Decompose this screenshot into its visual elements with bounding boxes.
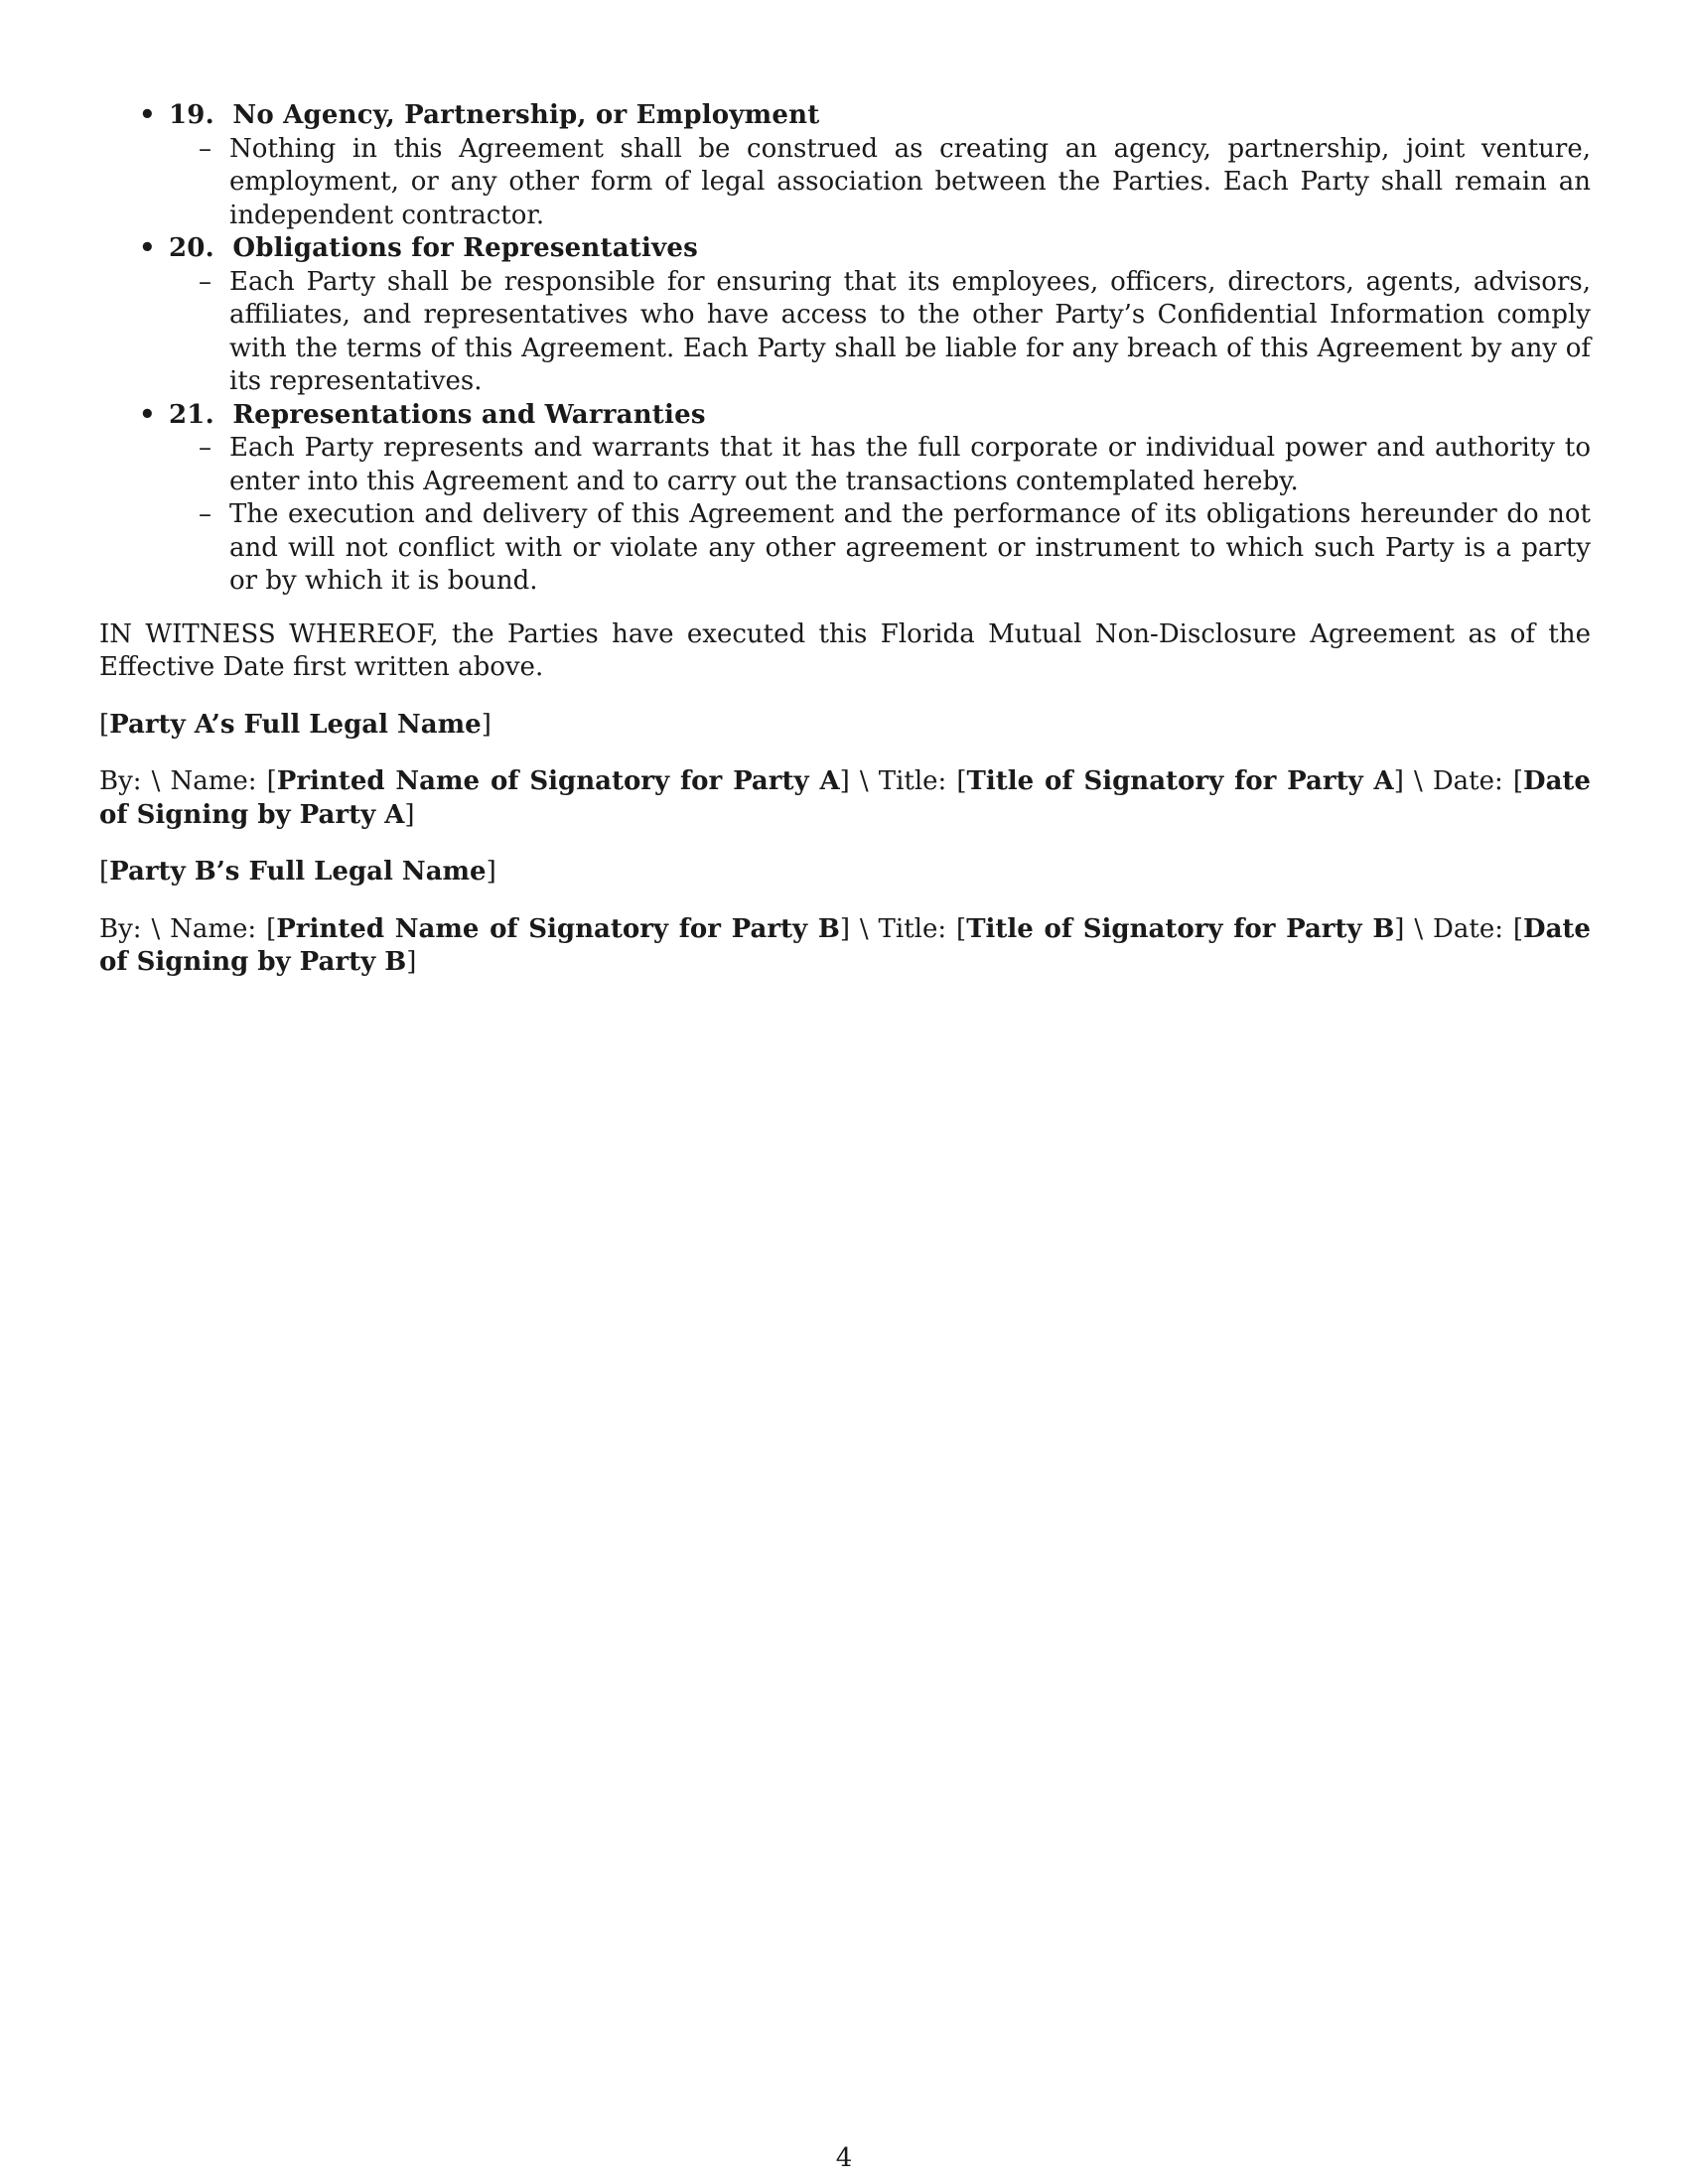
sub-list — [169, 432, 1591, 599]
list-item-text: Each Party shall be responsible for ensuring that its employees, officers, directors, agents, advisors, affiliates, and representatives who have access to the other Party’s Confidential Information comply with the terms of this Agreement. Each Party shall be liable for any breach of this Agreement by any of its representatives. — [229, 266, 1591, 396]
party-b-date: Date of Signing by Party B — [99, 913, 1591, 977]
party-b-signature-block: By: \ Name: [Printed Name of Signatory for Party B] \ Title: [Title of Signatory for Party B] \ Date: [Date of Signing by Party B] — [99, 913, 1591, 977]
title-label: \ Title: — [859, 913, 947, 944]
bullet: • — [139, 399, 156, 430]
sub-list — [169, 266, 1591, 399]
section-21 — [99, 399, 1591, 599]
section-list — [99, 99, 1591, 599]
party-a-title: Title of Signatory for Party A — [966, 766, 1394, 796]
bullet: • — [139, 233, 156, 263]
party-a-name: [Party A’s Full Legal Name] — [99, 709, 492, 740]
title-label: \ Title: — [859, 766, 947, 796]
section-heading — [169, 232, 1591, 266]
by-name-label: By: \ Name: — [99, 913, 257, 944]
list-item-text: Nothing in this Agreement shall be construed as creating an agency, partnership, joint venture, employment, or any other form of legal association between the Parties. Each Party shall remain an independent contractor. — [229, 133, 1591, 230]
date-label: \ Date: — [1414, 913, 1503, 944]
section-title: Obligations for Representatives — [232, 233, 698, 263]
list-item — [169, 266, 1591, 399]
dash: – — [199, 133, 211, 164]
party-b-name-text: Party B’s Full Legal Name — [109, 857, 487, 887]
date-label: \ Date: — [1413, 766, 1503, 796]
list-item-text: Each Party represents and warrants that it has the full corporate or individual power and authority to enter into this Agreement and to carry out the transactions contemplated hereby. — [229, 433, 1591, 496]
section-19 — [99, 99, 1591, 232]
list-item — [169, 432, 1591, 498]
sub-list — [169, 133, 1591, 233]
bullet: • — [139, 100, 156, 130]
list-item — [169, 133, 1591, 233]
party-a-signature-block: By: \ Name: [Printed Name of Signatory for Party A] \ Title: [Title of Signatory for Party A] \ Date: [Date of Signing by Party A] — [99, 766, 1591, 830]
list-item-text: The execution and delivery of this Agreement and the performance of its obligations hereunder do not and will not conflict with or violate any other agreement or instrument to which such Party is a party or by which it is bound. — [229, 499, 1591, 596]
witness-paragraph: IN WITNESS WHEREOF, the Parties have executed this Florida Mutual Non-Disclosure Agreement as of the Effective Date first written above. — [99, 618, 1591, 682]
section-heading — [169, 399, 1591, 433]
section-title: Representations and Warranties — [232, 399, 706, 430]
list-item — [169, 498, 1591, 599]
dash: – — [199, 266, 211, 297]
section-title: No Agency, Partnership, or Employment — [232, 100, 820, 130]
section-number: 21. — [169, 399, 214, 430]
section-heading — [169, 99, 1591, 133]
page-number: 4 — [835, 2143, 853, 2173]
by-name-label: By: \ Name: — [99, 766, 257, 796]
dash: – — [199, 433, 211, 463]
section-number: 19. — [169, 100, 214, 130]
dash: – — [199, 499, 211, 529]
section-20 — [99, 232, 1591, 399]
party-a-printed-name: Printed Name of Signatory for Party A — [276, 766, 840, 796]
party-b-name: [Party B’s Full Legal Name] — [99, 857, 496, 887]
party-a-name-text: Party A’s Full Legal Name — [109, 709, 482, 740]
section-number: 20. — [169, 233, 214, 263]
party-b-printed-name: Printed Name of Signatory for Party B — [276, 913, 840, 944]
party-b-title: Title of Signatory for Party B — [966, 913, 1395, 944]
party-a-date: Date of Signing by Party A — [99, 766, 1591, 830]
document-page — [99, 99, 1591, 980]
